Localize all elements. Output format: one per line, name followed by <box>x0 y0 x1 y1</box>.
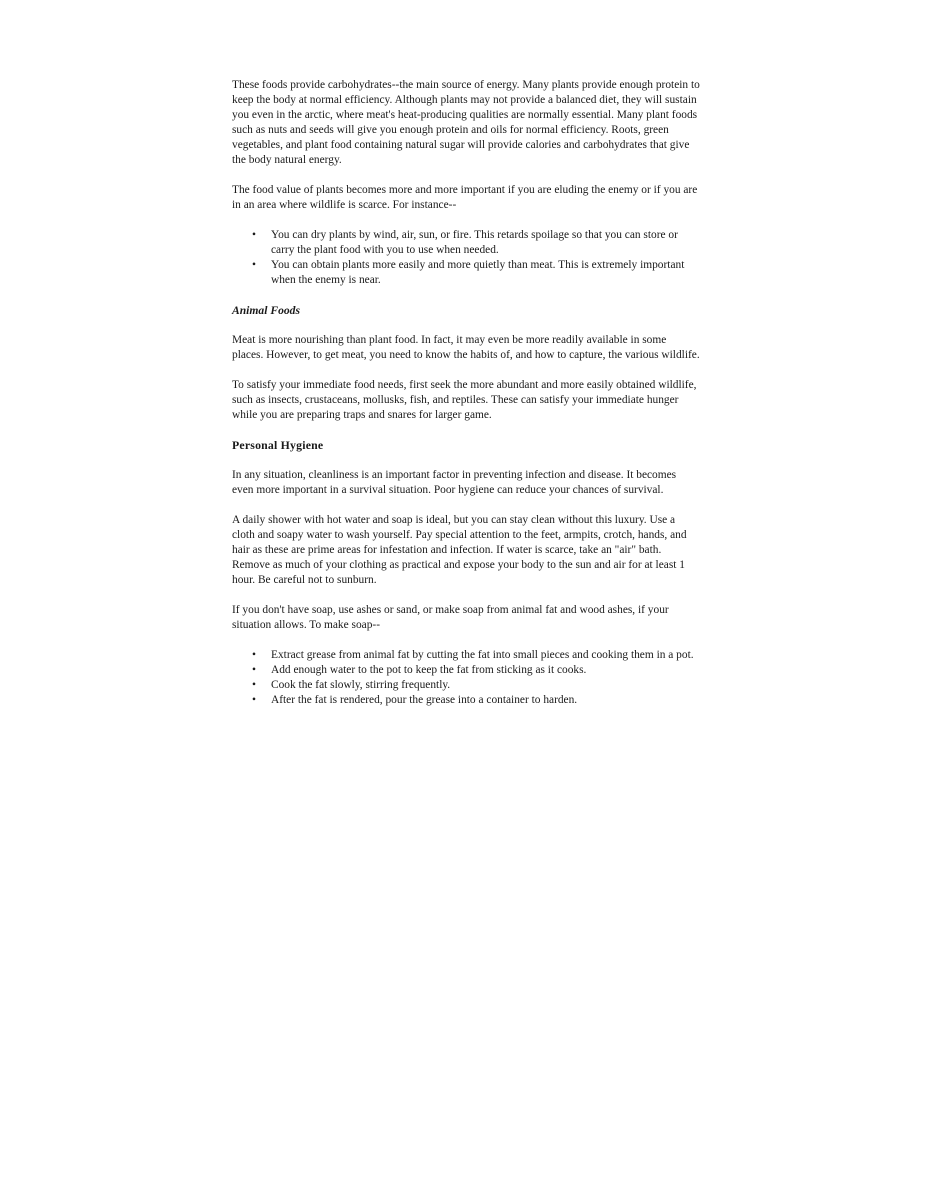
animal-foods-paragraph-1: Meat is more nourishing than plant food. In fact, it may even be more readily available in some places. However, to get meat, you need to know the habits of, and how to capture, the various wildlife. <box>232 334 700 361</box>
plant-benefits-list <box>232 228 700 288</box>
list-item-text: Cook the fat slowly, stirring frequently. <box>271 679 451 691</box>
soap-steps-list <box>232 648 700 708</box>
hygiene-paragraph-2: A daily shower with hot water and soap is ideal, but you can stay clean without this luxury. Use a cloth and soapy water to wash yourself. Pay special attention to the feet, armpits, crotch, hands, and hair as these are prime areas for infestation and infection. If water is scarce, take an "air" bath. Remove as much of your clothing as practical and expose your body to the sun and air for at least 1 hour. Be careful not to sunburn. <box>232 514 687 586</box>
intro-paragraph-1: These foods provide carbohydrates--the main source of energy. Many plants provide enough protein to keep the body at normal efficiency. Although plants may not provide a balanced diet, they will sustain you even in the arctic, where meat's heat-producing qualities are normally essential. Many plant foods such as nuts and seeds will give you enough protein and oils for normal efficiency. Roots, green vegetables, and plant food containing natural sugar will provide calories and carbohydrates that give the body natural energy. <box>232 79 700 166</box>
animal-foods-paragraph-2: To satisfy your immediate food needs, first seek the more abundant and more easily obtained wildlife, such as insects, crustaceans, mollusks, fish, and reptiles. These can satisfy your immediate hunger while you are preparing traps and snares for larger game. <box>232 379 697 421</box>
hygiene-paragraph-1: In any situation, cleanliness is an important factor in preventing infection and disease. It becomes even more important in a survival situation. Poor hygiene can reduce your chances of survival. <box>232 469 677 496</box>
list-item <box>232 693 700 708</box>
hygiene-paragraph-3: If you don't have soap, use ashes or sand, or make soap from animal fat and wood ashes, if your situation allows. To make soap-- <box>232 604 669 631</box>
list-item-text: You can obtain plants more easily and more quietly than meat. This is extremely important when the enemy is near. <box>271 259 685 286</box>
list-item-text: You can dry plants by wind, air, sun, or fire. This retards spoilage so that you can store or carry the plant food with you to use when needed. <box>271 229 678 256</box>
bullet-icon: • <box>252 679 256 691</box>
document-page <box>232 78 700 723</box>
bullet-icon: • <box>252 694 256 706</box>
list-item-text: Add enough water to the pot to keep the fat from sticking as it cooks. <box>271 664 587 676</box>
bullet-icon: • <box>252 664 256 676</box>
animal-foods-heading: Animal Foods <box>232 304 300 317</box>
list-item <box>232 258 700 288</box>
list-item <box>232 663 700 678</box>
list-item <box>232 228 700 258</box>
list-item <box>232 648 700 663</box>
intro-paragraph-2: The food value of plants becomes more and more important if you are eluding the enemy or if you are in an area where wildlife is scarce. For instance-- <box>232 184 698 211</box>
bullet-icon: • <box>252 229 256 241</box>
list-item <box>232 678 700 693</box>
list-item-text: Extract grease from animal fat by cutting the fat into small pieces and cooking them in a pot. <box>271 649 694 661</box>
bullet-icon: • <box>252 649 256 661</box>
list-item-text: After the fat is rendered, pour the grease into a container to harden. <box>271 694 578 706</box>
bullet-icon: • <box>252 259 256 271</box>
personal-hygiene-heading: Personal Hygiene <box>232 438 324 452</box>
